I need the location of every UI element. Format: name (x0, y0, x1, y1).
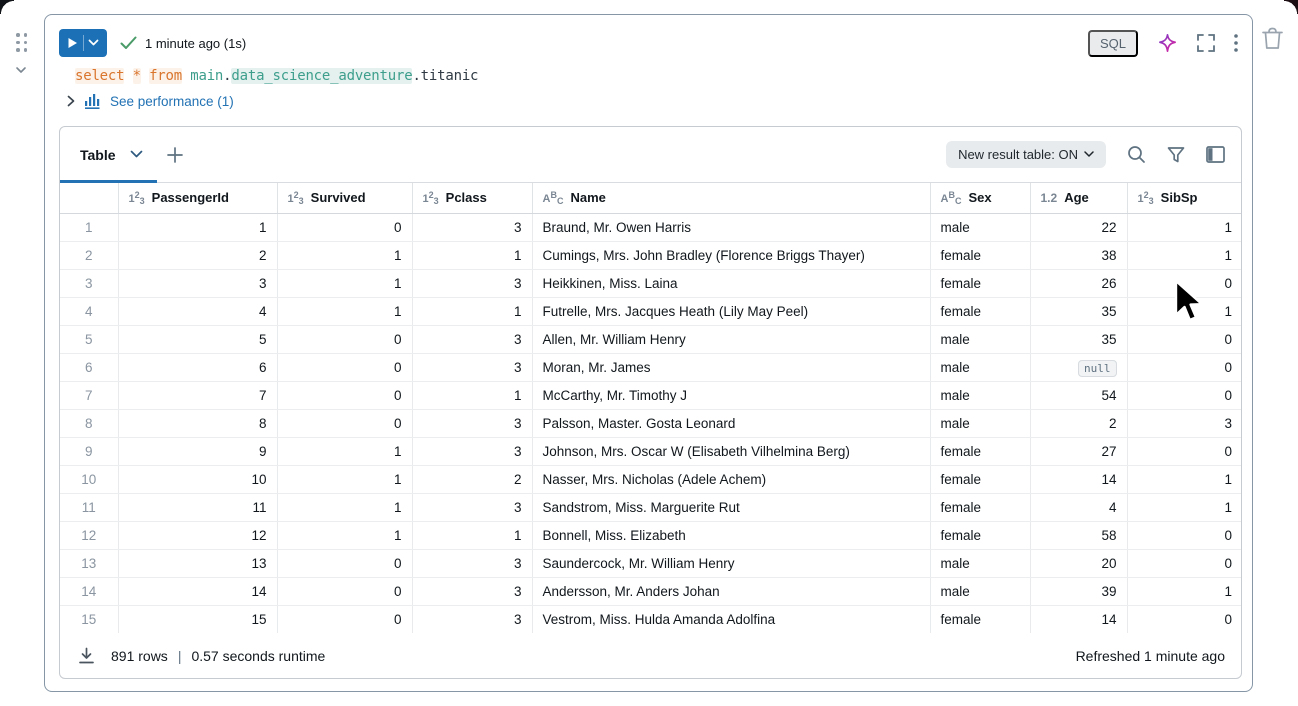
cell-passengerid[interactable]: 7 (118, 381, 277, 409)
cell-pclass[interactable]: 3 (412, 353, 532, 381)
cell-survived[interactable]: 1 (277, 493, 412, 521)
int-type-icon: $1^23$ (128, 189, 145, 206)
run-button[interactable] (59, 29, 107, 57)
cell-age[interactable]: 35 (1030, 297, 1127, 325)
cell-age[interactable]: 35 (1030, 325, 1127, 353)
expand-fullscreen-icon[interactable] (1197, 34, 1215, 52)
row-index[interactable]: 6 (60, 353, 118, 381)
results-tab-bar (60, 127, 1241, 183)
cell-name[interactable]: Futrelle, Mrs. Jacques Heath (Lily May Peel) (532, 297, 930, 325)
cell-sex[interactable]: female (930, 297, 1030, 325)
cell-name[interactable]: Allen, Mr. William Henry (532, 325, 930, 353)
cell-age[interactable]: 14 (1030, 605, 1127, 633)
language-selector[interactable]: SQL (1088, 30, 1138, 57)
tab-options-chevron-icon[interactable] (130, 150, 143, 159)
cell-survived[interactable]: 1 (277, 437, 412, 465)
refreshed-label: Refreshed 1 minute ago (1075, 647, 1225, 664)
cell-menu-kebab-icon[interactable] (1234, 34, 1238, 52)
cell-survived[interactable]: 0 (277, 549, 412, 577)
cell-pclass[interactable]: 3 (412, 269, 532, 297)
cell-pclass[interactable]: 3 (412, 437, 532, 465)
string-type-icon: $A^BC$ (542, 189, 564, 206)
cell-name[interactable]: Saundercock, Mr. William Henry (532, 549, 930, 577)
row-index[interactable]: 10 (60, 465, 118, 493)
result-grid (60, 183, 1241, 633)
sql-schema-name: data_science_adventure (231, 68, 413, 84)
row-index[interactable]: 14 (60, 577, 118, 605)
sql-code-editor[interactable]: select * from main.data_science_adventure.titanic (75, 68, 479, 84)
performance-chart-icon (84, 93, 101, 109)
cell-name[interactable]: Andersson, Mr. Anders Johan (532, 577, 930, 605)
column-header-age[interactable]: 1.2 Age (1030, 183, 1127, 213)
cell-passengerid[interactable]: 4 (118, 297, 277, 325)
cell-passengerid[interactable]: 1 (118, 213, 277, 241)
tab-table[interactable]: Table (80, 146, 116, 163)
int-type-icon: $1^23$ (1137, 189, 1154, 206)
row-index[interactable]: 15 (60, 605, 118, 633)
filter-icon[interactable] (1167, 146, 1185, 164)
string-type-icon: $A^BC$ (940, 189, 962, 206)
side-panel-icon[interactable] (1206, 146, 1225, 163)
table-row (60, 409, 1241, 437)
cell-pclass[interactable]: 3 (412, 577, 532, 605)
row-count-label: 891 rows (111, 647, 168, 664)
cell-age[interactable]: 27 (1030, 437, 1127, 465)
column-header-sex[interactable]: $A^BC$ Sex (930, 183, 1030, 213)
cell-sibsp[interactable]: 0 (1127, 269, 1241, 297)
run-button-divider (83, 35, 84, 51)
cell-age[interactable]: 4 (1030, 493, 1127, 521)
cell-age[interactable]: 22 (1030, 213, 1127, 241)
cell-name[interactable]: Braund, Mr. Owen Harris (532, 213, 930, 241)
row-index[interactable]: 1 (60, 213, 118, 241)
cell-passengerid[interactable]: 3 (118, 269, 277, 297)
cell-survived[interactable]: 0 (277, 381, 412, 409)
column-header-name[interactable]: $A^BC$ Name (532, 183, 930, 213)
cell-sex[interactable]: male (930, 577, 1030, 605)
int-type-icon: $1^23$ (422, 189, 439, 206)
play-icon (67, 37, 78, 49)
table-row (60, 577, 1241, 605)
cell-age[interactable]: 39 (1030, 577, 1127, 605)
cell-sibsp[interactable]: 0 (1127, 605, 1241, 633)
cell-sibsp[interactable]: 1 (1127, 577, 1241, 605)
viewport-corner (0, 0, 14, 14)
cell-sibsp[interactable]: 0 (1127, 353, 1241, 381)
active-tab-underline (60, 180, 157, 183)
search-icon[interactable] (1127, 145, 1146, 164)
cell-age[interactable]: 26 (1030, 269, 1127, 297)
grid-header-row (60, 183, 1241, 213)
sql-keyword: select (75, 68, 125, 84)
cell-pclass[interactable]: 3 (412, 549, 532, 577)
cell-name[interactable]: Moran, Mr. James (532, 353, 930, 381)
cell-survived[interactable]: 1 (277, 521, 412, 549)
cell-survived[interactable]: 0 (277, 409, 412, 437)
column-header-sibsp[interactable]: $1^23$ SibSp (1127, 183, 1241, 213)
table-row (60, 381, 1241, 409)
cell-collapse-chevron-icon[interactable] (14, 63, 30, 79)
delete-cell-trash-icon[interactable] (1262, 27, 1283, 50)
row-index[interactable]: 12 (60, 521, 118, 549)
cell-passengerid[interactable]: 6 (118, 353, 277, 381)
cell-sex[interactable]: female (930, 493, 1030, 521)
row-index[interactable]: 4 (60, 297, 118, 325)
cell-sibsp[interactable]: 0 (1127, 521, 1241, 549)
row-index-header (60, 183, 118, 213)
cell-survived[interactable]: 0 (277, 213, 412, 241)
cell-sibsp[interactable]: 3 (1127, 409, 1241, 437)
cell-pclass[interactable]: 1 (412, 381, 532, 409)
cell-sex[interactable]: male (930, 381, 1030, 409)
cell-survived[interactable]: 0 (277, 353, 412, 381)
new-result-table-toggle[interactable]: New result table: ON (946, 141, 1106, 168)
cell-passengerid[interactable]: 11 (118, 493, 277, 521)
cell-toolbar (45, 15, 1252, 57)
cell-passengerid[interactable]: 10 (118, 465, 277, 493)
cell-sex[interactable]: female (930, 241, 1030, 269)
cell-sex[interactable]: male (930, 353, 1030, 381)
cell-sex[interactable]: male (930, 213, 1030, 241)
cell-name[interactable]: Nasser, Mrs. Nicholas (Adele Achem) (532, 465, 930, 493)
cell-pclass[interactable]: 1 (412, 297, 532, 325)
table-row (60, 353, 1241, 381)
cell-sibsp[interactable]: 1 (1127, 297, 1241, 325)
double-type-icon: 1.2 (1040, 191, 1058, 206)
cell-name[interactable]: Johnson, Mrs. Oscar W (Elisabeth Vilhelmina Berg) (532, 437, 930, 465)
table-row (60, 493, 1241, 521)
cell-survived[interactable]: 1 (277, 269, 412, 297)
table-row (60, 437, 1241, 465)
table-row (60, 521, 1241, 549)
cell-sibsp[interactable]: 0 (1127, 437, 1241, 465)
table-row (60, 241, 1241, 269)
download-results-icon[interactable] (78, 647, 95, 664)
assistant-sparkle-icon[interactable] (1157, 33, 1178, 54)
row-index[interactable]: 8 (60, 409, 118, 437)
sql-table-name: titanic (420, 68, 479, 84)
sql-catalog-name: main (190, 68, 224, 84)
table-row (60, 465, 1241, 493)
cell-survived[interactable]: 0 (277, 325, 412, 353)
see-performance-label: See performance (1) (110, 93, 234, 109)
cell-name[interactable]: McCarthy, Mr. Timothy J (532, 381, 930, 409)
cell-age[interactable]: 54 (1030, 381, 1127, 409)
table-row (60, 269, 1241, 297)
cell-name[interactable]: Sandstrom, Miss. Marguerite Rut (532, 493, 930, 521)
run-options-chevron-icon[interactable] (88, 39, 99, 47)
cell-name[interactable]: Cumings, Mrs. John Bradley (Florence Briggs Thayer) (532, 241, 930, 269)
notebook-cell (44, 14, 1253, 692)
cell-drag-handle-icon[interactable] (16, 33, 28, 52)
cell-age[interactable]: 14 (1030, 465, 1127, 493)
cell-survived[interactable]: 1 (277, 465, 412, 493)
table-row (60, 325, 1241, 353)
cell-sibsp[interactable]: 0 (1127, 325, 1241, 353)
cell-passengerid[interactable]: 2 (118, 241, 277, 269)
row-index[interactable]: 7 (60, 381, 118, 409)
results-panel (59, 126, 1242, 679)
cell-sibsp[interactable]: 1 (1127, 213, 1241, 241)
cell-age[interactable]: 58 (1030, 521, 1127, 549)
success-check-icon (120, 36, 137, 50)
cell-name[interactable]: Bonnell, Miss. Elizabeth (532, 521, 930, 549)
runtime-label: 0.57 seconds runtime (191, 647, 326, 664)
cell-pclass[interactable]: 3 (412, 213, 532, 241)
viewport-corner (1284, 0, 1298, 14)
cell-pclass[interactable]: 3 (412, 409, 532, 437)
cell-passengerid[interactable]: 5 (118, 325, 277, 353)
cell-sibsp[interactable]: 1 (1127, 241, 1241, 269)
cell-survived[interactable]: 0 (277, 605, 412, 633)
cell-pclass[interactable]: 3 (412, 325, 532, 353)
row-index[interactable]: 5 (60, 325, 118, 353)
cell-pclass[interactable]: 2 (412, 465, 532, 493)
cell-sibsp[interactable]: 1 (1127, 493, 1241, 521)
cell-survived[interactable]: 1 (277, 297, 412, 325)
cell-passengerid[interactable]: 8 (118, 409, 277, 437)
cell-survived[interactable]: 0 (277, 577, 412, 605)
cell-sibsp[interactable]: 1 (1127, 465, 1241, 493)
cell-sex[interactable]: male (930, 549, 1030, 577)
table-row (60, 297, 1241, 325)
cell-name[interactable]: Palsson, Master. Gosta Leonard (532, 409, 930, 437)
table-row (60, 213, 1241, 241)
cell-age[interactable] (1030, 353, 1127, 381)
cell-sex[interactable]: female (930, 521, 1030, 549)
column-header-pclass[interactable]: $1^23$ Pclass (412, 183, 532, 213)
cell-age[interactable]: 2 (1030, 409, 1127, 437)
expand-chevron-icon (67, 95, 75, 107)
cell-name[interactable]: Heikkinen, Miss. Laina (532, 269, 930, 297)
last-run-status: 1 minute ago (1s) (145, 35, 247, 51)
null-value-badge: null (1078, 360, 1117, 377)
row-index[interactable]: 2 (60, 241, 118, 269)
cell-sex[interactable]: male (930, 409, 1030, 437)
row-index[interactable]: 3 (60, 269, 118, 297)
row-index[interactable]: 13 (60, 549, 118, 577)
cell-sex[interactable]: female (930, 465, 1030, 493)
cell-age[interactable]: 38 (1030, 241, 1127, 269)
cell-sibsp[interactable]: 0 (1127, 381, 1241, 409)
results-footer: 891 rows | 0.57 seconds runtime Refreshed 1 minute ago (60, 633, 1241, 678)
row-index[interactable]: 11 (60, 493, 118, 521)
sql-star: * (132, 68, 141, 84)
int-type-icon: $1^23$ (287, 189, 304, 206)
see-performance-toggle[interactable] (67, 93, 234, 109)
add-visualization-plus-icon[interactable] (167, 147, 183, 163)
cell-passengerid[interactable]: 12 (118, 521, 277, 549)
cell-name[interactable]: Vestrom, Miss. Hulda Amanda Adolfina (532, 605, 930, 633)
cell-age[interactable]: 20 (1030, 549, 1127, 577)
column-header-survived[interactable]: $1^23$ Survived (277, 183, 412, 213)
cell-survived[interactable]: 1 (277, 241, 412, 269)
cell-passengerid[interactable]: 9 (118, 437, 277, 465)
cell-sibsp[interactable]: 0 (1127, 549, 1241, 577)
cell-pclass[interactable]: 3 (412, 493, 532, 521)
table-row (60, 605, 1241, 633)
cell-pclass[interactable]: 1 (412, 241, 532, 269)
table-row (60, 549, 1241, 577)
cell-passengerid[interactable]: 15 (118, 605, 277, 633)
cell-passengerid[interactable]: 13 (118, 549, 277, 577)
row-index[interactable]: 9 (60, 437, 118, 465)
sql-keyword: from (149, 68, 182, 84)
cell-sex[interactable]: female (930, 269, 1030, 297)
cell-sex[interactable]: male (930, 325, 1030, 353)
column-header-passengerid[interactable]: $1^23$ PassengerId (118, 183, 277, 213)
cell-passengerid[interactable]: 14 (118, 577, 277, 605)
cell-pclass[interactable]: 1 (412, 521, 532, 549)
cell-pclass[interactable]: 3 (412, 605, 532, 633)
cell-sex[interactable]: female (930, 605, 1030, 633)
cell-sex[interactable]: female (930, 437, 1030, 465)
